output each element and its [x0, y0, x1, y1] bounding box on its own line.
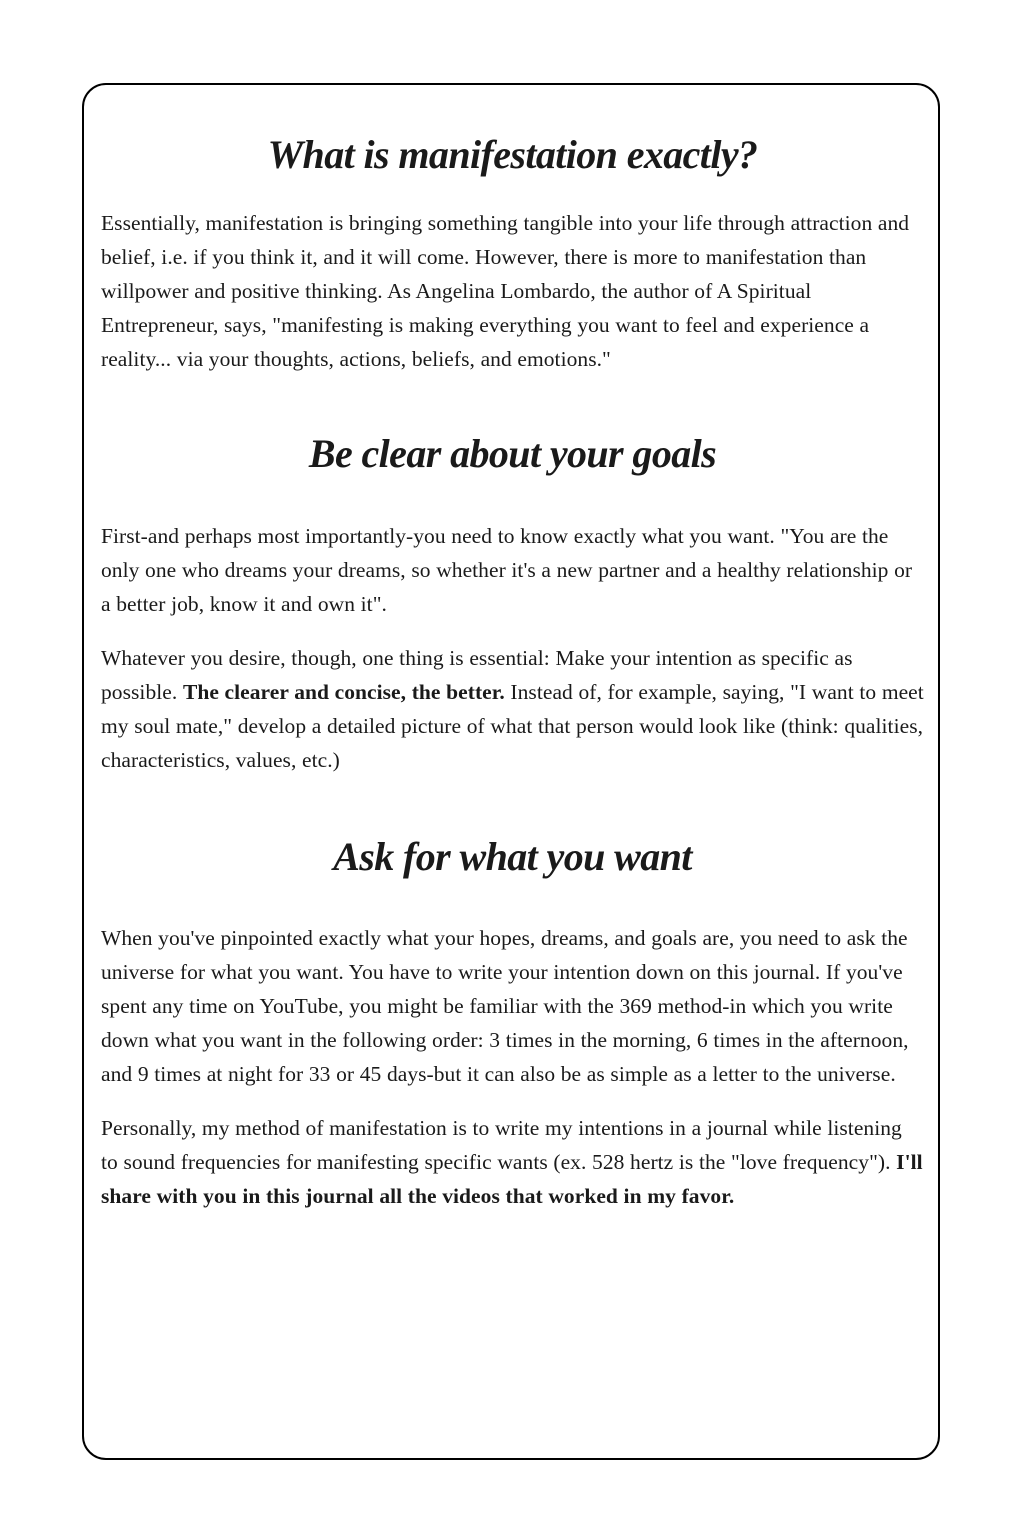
body-text-run: Instead of, for example, saying, "I want to meet my soul mate," develop a detailed picture of what that person would look like (think: qualities, characteristics, values, etc.)	[101, 679, 924, 772]
bold-emphasis-text: The clearer and concise, the better.	[182, 679, 505, 704]
paragraph-be-specific	[101, 641, 924, 777]
paragraph-know-what-you-want	[101, 519, 924, 621]
paragraph-personal-method	[101, 1111, 924, 1213]
body-text-run: Essentially, manifestation is bringing something tangible into your life through attraction and belief, i.e. if you think it, and it will come. However, there is more to manifestation than willpower and positive thinking. As Angelina Lombardo, the author of A Spiritual Entrepreneur, says, "manifesting is making everything you want to feel and experience a reality... via your thoughts, actions, beliefs, and emotions."	[101, 210, 910, 371]
journal-page-frame	[82, 83, 940, 1460]
body-text-run: When you've pinpointed exactly what your hopes, dreams, and goals are, you need to ask the universe for what you want. You have to write your intention down on this journal. If you've spent any time on YouTube, you might be familiar with the 369 method-in which you write down what you want in the following order: 3 times in the morning, 6 times in the afternoon, and 9 times at night for 33 or 45 days-but it can also be as simple as a letter to the universe.	[101, 926, 909, 1087]
section-heading-manifestation: What is manifestation exactly?	[267, 132, 758, 177]
section-heading-ask-for-what-you-want: Ask for what you want	[333, 833, 692, 879]
paragraph-369-method	[101, 921, 924, 1091]
body-text-run: Personally, my method of manifestation is to write my intentions in a journal while listening to sound frequencies for manifesting specific wants (ex. 528 hertz is the "love frequency").	[101, 1116, 902, 1175]
body-text-run: Whatever you desire, though, one thing is essential: Make your intention as specific as possible.	[101, 645, 853, 704]
body-text-run: First-and perhaps most importantly-you need to know exactly what you want. "You are the only one who dreams your dreams, so whether it's a new partner and a healthy relationship or a better job, know it and own it".	[101, 523, 913, 616]
section-heading-be-clear-goals: Be clear about your goals	[308, 430, 717, 476]
bold-emphasis-text: I'll share with you in this journal all the videos that worked in my favor.	[101, 1150, 923, 1209]
page-content	[101, 85, 924, 1458]
paragraph-manifestation-definition	[101, 206, 924, 376]
